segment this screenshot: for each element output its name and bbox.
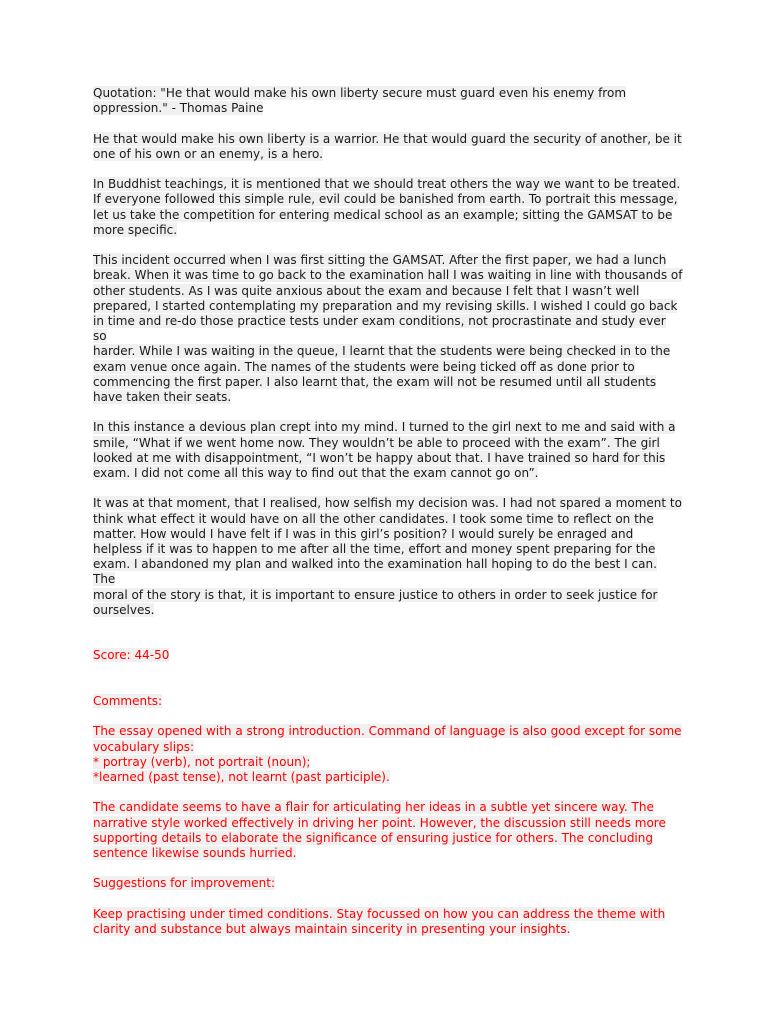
essay-line: In Buddhist teachings, it is mentioned that we should treat others the way we want to be treated.: [93, 177, 681, 192]
essay-line: ourselves.: [93, 602, 155, 617]
essay-line: let us take the competition for entering medical school as an example; sitting the GAMSAT to be: [93, 207, 673, 222]
essay-line: have taken their seats.: [93, 390, 232, 405]
document-page: [93, 86, 683, 952]
comment-line: supporting details to elaborate the significance of ensuring justice for others. The concluding: [93, 830, 653, 845]
essay-paragraph-5: [93, 496, 683, 618]
essay-line: exam venue once again. The names of the students were being ticked off as done prior to: [93, 359, 635, 374]
comment-line: The essay opened with a strong introduction. Command of language is also good except for some: [93, 724, 682, 739]
essay-line: If everyone followed this simple rule, evil could be banished from earth. To portrait this message,: [93, 192, 678, 207]
essay-paragraph-1: [93, 132, 683, 162]
essay-line: think what effect it would have on all the other candidates. I took some time to reflect on the: [93, 511, 654, 526]
essay-line: It was at that moment, that I realised, how selfish my decision was. I had not spared a moment to: [93, 496, 682, 511]
essay-line: exam. I did not come all this way to find out that the exam cannot go on”.: [93, 466, 539, 481]
comment-line: sentence likewise sounds hurried.: [93, 846, 297, 861]
comments-heading: [93, 694, 683, 709]
essay-line: He that would make his own liberty is a warrior. He that would guard the security of another, be it: [93, 131, 682, 146]
comments-heading-text: Comments:: [93, 694, 163, 709]
comment-paragraph-2: [93, 800, 683, 861]
essay-line: This incident occurred when I was first sitting the GAMSAT. After the first paper, we had a lunch: [93, 253, 667, 268]
essay-line: in time and re-do those practice tests under exam conditions, not procrastinate and study ever so: [93, 314, 666, 344]
comment-line: narrative style worked effectively in driving her point. However, the discussion still needs more: [93, 815, 666, 830]
essay-line: prepared, I started contemplating my preparation and my revising skills. I wished I could go back: [93, 298, 678, 313]
essay-line: commencing the first paper. I also learnt that, the exam will not be resumed until all students: [93, 374, 657, 389]
essay-line: harder. While I was waiting in the queue, I learnt that the students were being checked in to the: [93, 344, 671, 359]
essay-line: other students. As I was quite anxious about the exam and because I felt that I wasn’t well: [93, 283, 640, 298]
essay-line: helpless if it was to happen to me after all the time, effort and money spent preparing for the: [93, 542, 656, 557]
comment-line: The candidate seems to have a flair for articulating her ideas in a subtle yet sincere way. The: [93, 800, 654, 815]
suggestion-line: Keep practising under timed conditions. Stay focussed on how you can address the theme with: [93, 906, 666, 921]
comment-line: vocabulary slips:: [93, 739, 194, 754]
essay-line: exam. I abandoned my plan and walked into the examination hall hoping to do the best I can. The: [93, 557, 657, 587]
essay-line: smile, “What if we went home now. They wouldn’t be able to proceed with the exam”. The girl: [93, 435, 660, 450]
comment-paragraph-1: [93, 724, 683, 785]
essay-line: looked at me with disappointment, “I won’t be happy about that. I have trained so hard for this: [93, 450, 666, 465]
suggestion-line: clarity and substance but always maintain sincerity in presenting your insights.: [93, 922, 571, 936]
essay-line: In this instance a devious plan crept into my mind. I turned to the girl next to me and said with a: [93, 420, 676, 435]
essay-line: more specific.: [93, 222, 178, 237]
essay-line: matter. How would I have felt if I was in this girl’s position? I would surely be enraged and: [93, 526, 634, 541]
essay-line: break. When it was time to go back to the examination hall I was waiting in line with thousands of: [93, 268, 683, 283]
score-line: [93, 648, 683, 663]
score-text: Score: 44-50: [93, 648, 170, 663]
suggestions-heading-text: Suggestions for improvement:: [93, 876, 276, 891]
quotation-line: Quotation: "He that would make his own liberty secure must guard even his enemy from: [93, 86, 627, 100]
comment-line: *learned (past tense), not learnt (past participle).: [93, 770, 390, 785]
essay-line: moral of the story is that, it is important to ensure justice to others in order to seek justice for: [93, 587, 658, 602]
quotation-paragraph: [93, 86, 683, 116]
suggestions-paragraph: [93, 907, 683, 937]
quotation-line: oppression." - Thomas Paine: [93, 101, 264, 116]
comment-line: * portray (verb), not portrait (noun);: [93, 754, 311, 769]
essay-line: one of his own or an enemy, is a hero.: [93, 146, 323, 161]
essay-paragraph-3: [93, 253, 683, 405]
essay-paragraph-2: [93, 177, 683, 238]
essay-paragraph-4: [93, 420, 683, 481]
suggestions-heading: [93, 876, 683, 891]
